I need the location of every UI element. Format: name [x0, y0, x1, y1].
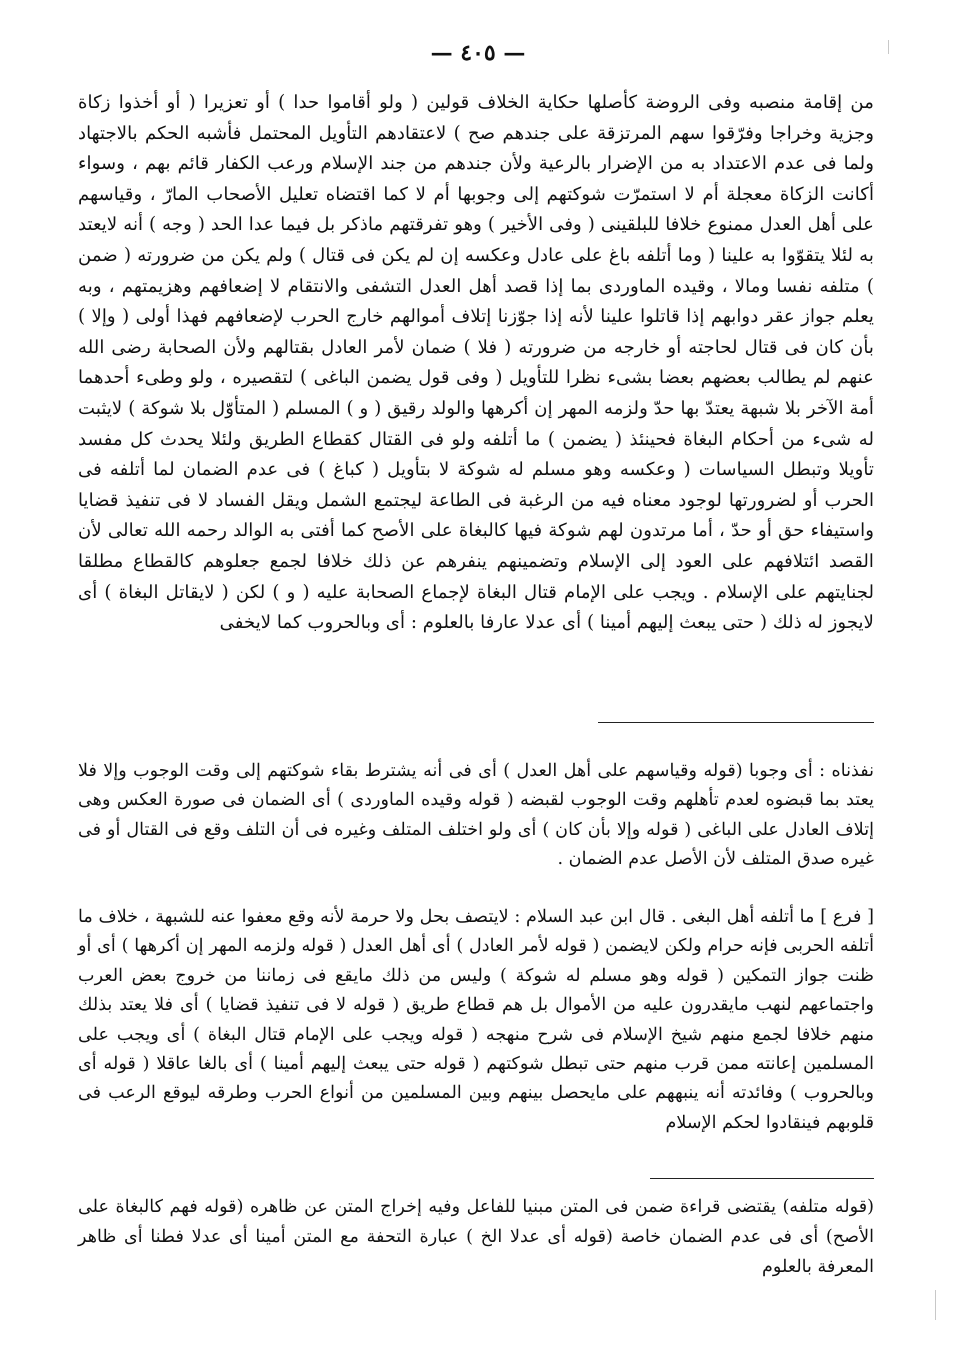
commentary-paragraph-2 — [78, 903, 874, 1138]
main-text-separator-rule — [598, 722, 874, 723]
commentary-text-2: [ فرع ] ما أتلفه أهل البغى . قال ابن عبد السلام : لايتصف بحل ولا حرمة لأنه وقع معفوا عنه للشبهة ، خلاف ما أتلفه الحربى فإنه حرام ولكن لايضمن ( قوله لأمر العادل ) أى أهل العدل ( قوله ولزمه المهر إن أكرهها ) أى أو ظنت جواز التمكين ( قوله وهو مسلم له شوكة ) وليس من ذلك مايقع فى زماننا من خروج بعض العرب واجتماعهم لنهب مايقدرون عليه من الأموال بل هم قطاع طريق ( قوله لا فى تنفيذ قضايا ) أى فلا يعتد بذلك منهم خلافا لجمع منهم شيخ الإسلام فى شرح منهجه ( قوله ويجب على الإمام قتال البغاة ) أى ويجب على المسلمين إعانته ممن قرب منهم حتى تبطل شوكتهم ( قوله حتى يبعث إليهم أمينا ) أى بالغا عاقلا ( قوله أى وبالحروب ) وفائدته أنه ينبههم على مايحصل بينهم وبين المسلمين من أنواع الحرب وطرقه ليوقع الرعب فى قلوبهم فينقادوا لحكم الإسلام — [78, 907, 874, 1133]
commentary-text-1: نفذناه : أى وجوبا (قوله وقياسهم على أهل العدل ) أى فى أنه يشترط بقاء شوكتهم إلى وقت الوجوب وإلا فلا يعتد بما قبضوه لعدم تأهلهم وقت الوجوب لقبضه ( قوله وقيده الماوردى ) أى الضمان فى صورة العكس وهى إتلاف العادل على الباغى ( قوله وإلا بأن كان ) أى ولو اختلف المتلف وغيره فى أن التلف وقع فى القتال أو فى غيره صدق المتلف لأن الأصل عدم الضمان . — [78, 761, 874, 870]
margin-mark-right — [935, 1290, 936, 1320]
main-text — [78, 88, 874, 639]
commentary-paragraph-1 — [78, 757, 874, 875]
page-number: — ٤٠٥ — — [430, 40, 526, 66]
footnote-block — [78, 1192, 874, 1282]
main-text-paragraph: من إقامة منصبه وفى الروضة كأصلها حكاية الخلاف قولين ( ولو أقاموا حدا ) أو تعزيرا ( أو أخذوا زكاة وجزية وخراجا وفرّقوا سهم المرتزقة على جندهم صح ) لاعتقادهم التأويل المحتمل فأشبه الحكم بالاجتهاد ولما فى عدم الاعتداد به من الإضرار بالرعية ولأن جندهم من جند الإسلام ورعب الكفار قائم بهم ، وسواء أكانت الزكاة معجلة أم لا استمرّت شوكتهم إلى وجوبها أم لا كما اقتضاه تعليل الأصحاب المارّ ، وقياسهم على أهل العدل ممنوع خلافا للبلقينى ( وفى الأخير ) وهو تفرقتهم ماذكر بل فيما عدا الحد ( وجه ) أنه لايعتد به لئلا يتقوّوا به علينا ( وما أتلفه باغ على عادل وعكسه إن لم يكن فى قتال ) ولم يكن من ضرورته ( ضمن ) متلفه نفسا ومالا ، وقيده الماوردى بما إذا قصد أهل العدل التشفى والانتقام لا إضعافهم وهزيمتهم ، وبه يعلم جواز عقر دوابهم إذا قاتلوا علينا لأنه إذا جوّزنا إتلاف أموالهم خارج الحرب لإضعافهم فهذا أولى ( وإلا ) بأن كان فى قتال لحاجته أو خارجه من ضرورته ( فلا ) ضمان لأمر العادل بقتالهم ولأن الصحابة رضى الله عنهم لم يطالب بعضهم بعضا بشىء نظرا للتأويل ( وفى قول يضمن الباغى ) لتقصيره ، ولو وطىء أحدهما أمة الآخر بلا شبهة يعتدّ بها حدّ ولزمه المهر إن أكرهها والولد رقيق ( و ) المسلم ( المتأوّل بلا شوكة ) لايثبت له شىء من أحكام البغاة فحينئذ ( يضمن ) ما أتلفه ولو فى القتال كقطاع الطريق ولئلا يحدث كل مفسد تأويلا وتبطل السياسات ( وعكسه وهو مسلم له شوكة لا بتأويل ( كباغ ) فى عدم الضمان لما أتلفه فى الحرب أو لضرورتها لوجود معناه فيه من الرغبة فى الطاعة ليجتمع الشمل ويقل الفساد لا فى تنفيذ قضايا واستيفاء حق أو حدّ ، أما مرتدون لهم شوكة فيها كالبغاة على الأصح كما أفتى به الوالد رحمه الله تعالى لأن القصد ائتلافهم على العود إلى الإسلام وتضمينهم ينفرهم عن ذلك خلافا لجمع جعلوهم كالقطاع مطلقا لجنايتهم على الإسلام . ويجب على الإمام قتال البغاة لإجماع الصحابة عليه ( و ) لكن ( لايقاتل البغاة ) أى لايجوز له ذلك ( حتى يبعث إليهم أمينا ) أى عدلا عارفا بالعلوم : أى وبالحروب كما لايخفى — [78, 92, 874, 634]
footnote-separator-rule — [650, 1178, 874, 1179]
footnote-text: (قوله متلفه) يقتضى قراءة ضمن فى المتن مبنيا للفاعل وفيه إخراج المتن عن ظاهره (قوله فهم كالبغاة على الأصح) أى فى عدم الضمان خاصة (قوله أى عدلا الخ ) عبارة التحفة مع المتن أمينا أى عدلا فطنا أى ظاهر المعرفة بالعلوم — [78, 1197, 874, 1277]
